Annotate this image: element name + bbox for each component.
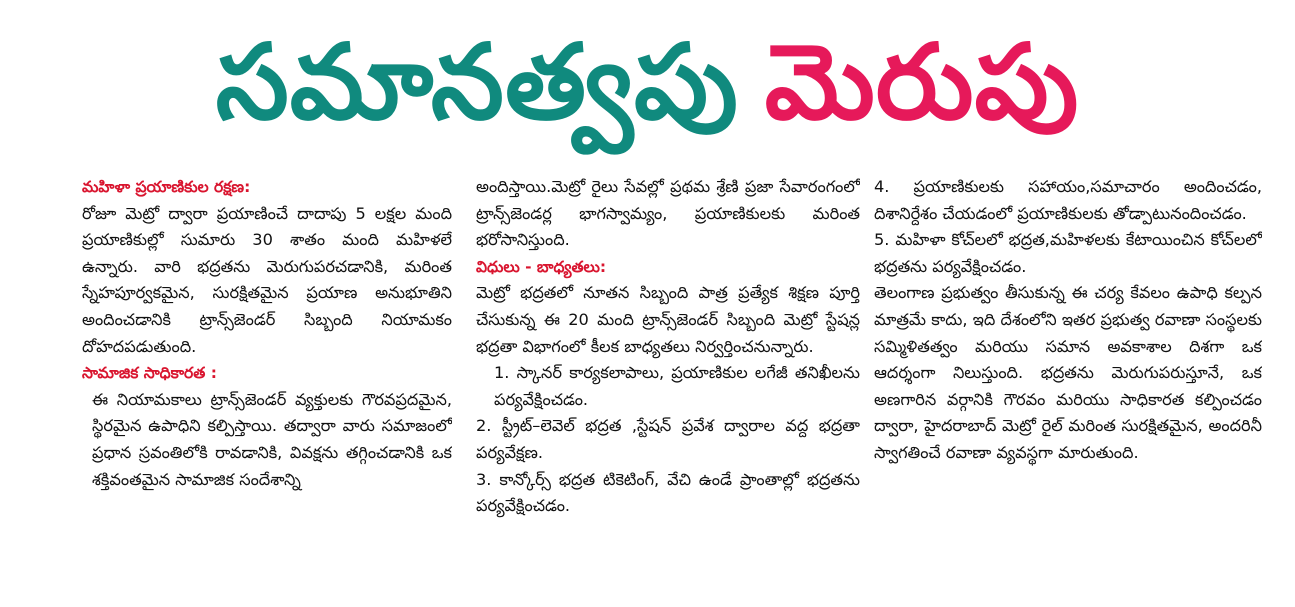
duty-item-5: 5. మహిళా కోచ్‌లలో భద్రత,మహిళలకు కేటాయించిన కోచ్‌లలో భద్రతను పర్యవేక్షించడం. xyxy=(874,230,1262,276)
article-column-2 xyxy=(476,174,860,604)
paragraph-social-empowerment: ఈ నియామకాలు ట్రాన్స్‌జెండర్ వ్యక్తులకు గౌరవప్రదమైన, స్థిరమైన ఉపాధిని కల్పిస్తాయి. తద్వారా వారు సమాజంలో ప్రధాన స్రవంతిలోకి రావడానికి, వివక్షను తగ్గించడానికి ఒక శక్తివంతమైన సామాజిక సందేశాన్ని xyxy=(92,389,452,489)
article-column-3 xyxy=(874,174,1262,604)
headline-part-2: మెరుపు xyxy=(764,21,1080,143)
headline-part-1: సమానత్వపు xyxy=(215,21,739,143)
duty-item-3: 3. కాన్కోర్స్ భద్రత టికెటింగ్, వేచి ఉండే ప్రాంతాల్లో భద్రతను పర్యవేక్షించడం. xyxy=(476,469,860,516)
duty-item-2: 2. స్ట్రీట్–లెవెల్ భద్రత ,స్టేషన్ ప్రవేశ ద్వారాల వద్ద భద్రతా పర్యవేక్షణ. xyxy=(476,416,860,462)
subheading-social-empowerment: సామాజిక సాధికారత : xyxy=(82,364,217,383)
paragraph-duties: మెట్రో భద్రతలో నూతన సిబ్బంది పాత్ర ప్రత్యేక శిక్షణ పూర్తి చేసుకున్న ఈ 20 మంది ట్రాన్స్‌జెండర్ సిబ్బంది మెట్రో స్టేషన్ల భద్రతా విభాగంలో కీలక బాధ్యతలు నిర్వర్తించనున్నారు. xyxy=(476,283,860,356)
paragraph-conclusion: తెలంగాణ ప్రభుత్వం తీసుకున్న ఈ చర్య కేవలం ఉపాధి కల్పన మాత్రమే కాదు, ఇది దేశంలోని ఇతర ప్రభుత్వ రవాణా సంస్థలకు సమ్మిళితత్వం మరియు సమాన అవకాశాల దిశగా ఒక ఆదర్శంగా నిలుస్తుంది. భద్రతను మెరుగుపరుస్తూనే, ఒక అణగారిన వర్గానికి గౌరవం మరియు సాధికారత కల్పించడం ద్వారా, హైదరాబాద్ మెట్రో రైల్ మరింత సురక్షితమైన, అందరినీ స్వాగతించే రవాణా వ్యవస్థగా మారుతుంది. xyxy=(874,283,1262,462)
duty-item-4: 4. ప్రయాణికులకు సహాయం,సమాచారం అందించడం, దిశానిర్దేశం చేయడంలో ప్రయాణికులకు తోడ్పాటునందించడం. xyxy=(874,177,1262,223)
subheading-duties: విధులు - బాధ్యతలు: xyxy=(476,257,607,276)
article-column-1 xyxy=(82,174,452,604)
duty-item-1: 1. స్కానర్ కార్యకలాపాలు, ప్రయాణికుల లగేజీ తనిఖీలను పర్యవేక్షించడం. xyxy=(494,363,860,409)
article-headline xyxy=(0,0,1295,165)
paragraph-women-safety: రోజూ మెట్రో ద్వారా ప్రయాణించే దాదాపు 5 లక్షల మంది ప్రయాణికుల్లో సుమారు 30 శాతం మంది మహిళలే ఉన్నారు. వారి భద్రతను మెరుగుపరచడానికి, మరింత స్నేహపూర్వకమైన, సురక్షితమైన ప్రయాణ అనుభూతిని అందించడానికి ట్రాన్స్‌జెండర్ సిబ్బంది నియామకం దోహదపడుతుంది. xyxy=(82,203,452,356)
paragraph-continuation: అందిస్తాయి.మెట్రో రైలు సేవల్లో ప్రథమ శ్రేణి ప్రజా సేవారంగంలో ట్రాన్స్‌జెండర్ల భాగస్వామ్యం, ప్రయాణికులకు మరింత భరోసానిస్తుంది. xyxy=(476,177,860,250)
subheading-women-safety: మహిళా ప్రయాణికుల రక్షణ: xyxy=(82,178,251,196)
